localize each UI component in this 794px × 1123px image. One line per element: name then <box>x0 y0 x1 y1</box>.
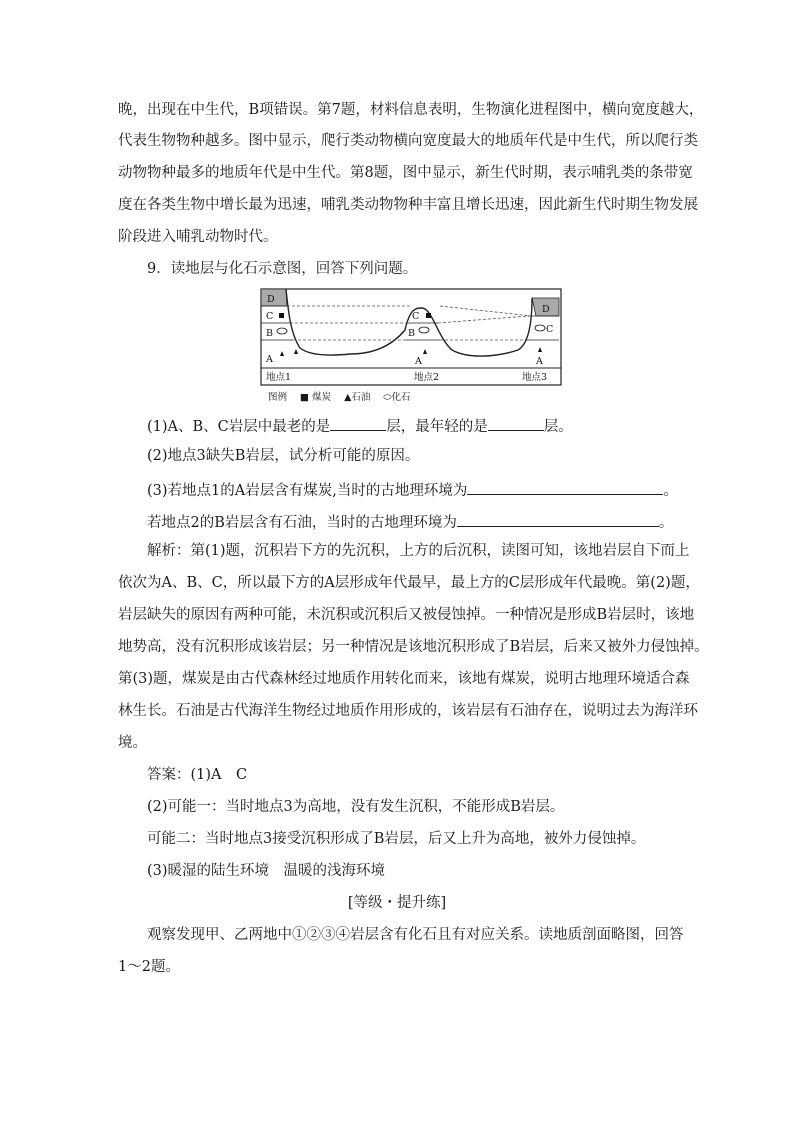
answer-line: 答案：(1)A C <box>147 767 248 783</box>
paragraph-line: 阶段进入哺乳动物时代。 <box>118 229 278 245</box>
label-b-mid: B <box>408 328 415 339</box>
legend-title: 图例 <box>268 392 288 403</box>
answer-blank[interactable] <box>457 510 659 527</box>
intro-line: 1～2题。 <box>118 959 180 975</box>
analysis-line: 解析：第(1)题，沉积岩下方的先沉积，上方的后沉积，读图可知，该地岩层自下而上 <box>147 543 690 559</box>
site-1-label: 地点1 <box>266 372 292 383</box>
paragraph-line: 晚，出现在中生代，B项错误。第7题，材料信息表明，生物演化进程图中，横向宽度越大， <box>118 102 704 118</box>
question-9-part-3b: 若地点2的B岩层含有石油，当时的古地理环境为 。 <box>147 510 707 533</box>
analysis-line: 境。 <box>118 735 147 751</box>
label-a-right: A <box>536 356 543 367</box>
answer-line: 可能二：当时地点3接受沉积形成了B岩层，后又上升为高地，被外力侵蚀掉。 <box>147 831 646 847</box>
analysis-line: 第(3)题，煤炭是由古代森林经过地质作用转化而来，该地有煤炭，说明古地理环境适合森 <box>118 671 690 687</box>
question-9-part-1: (1)A、B、C岩层中最老的是 层，最年轻的是 层。 <box>147 414 707 437</box>
legend-oil: ▲石油 <box>344 392 371 403</box>
analysis-line: 岩层缺失的原因有两种可能，未沉积或沉积后又被侵蚀掉。一种情况是形成B岩层时，该地 <box>118 607 695 623</box>
analysis-line: 地势高，没有沉积形成该岩层；另一种情况是该地沉积形成了B岩层，后来又被外力侵蚀掉。 <box>118 639 709 655</box>
answer-line: (3)暖湿的陆生环境 温暖的浅海环境 <box>147 863 386 879</box>
paragraph-line: 动物物种最多的地质年代是中生代。第8题，图中显示，新生代时期，表示哺乳类的条带宽 <box>118 165 693 181</box>
label-d-left: D <box>267 294 275 305</box>
paragraph-line: 代表生物物种越多。图中显示，爬行类动物横向宽度最大的地质年代是中生代，所以爬行类 <box>118 133 698 149</box>
legend-coal: ■ 煤炭 <box>300 392 332 403</box>
legend-fossil: ⬭化石 <box>383 392 411 403</box>
paragraph-line: 度在各类生物中增长最为迅速，哺乳类动物物种丰富且增长迅速，因此新生代时期生物发展 <box>118 197 698 213</box>
diagram-legend <box>268 389 421 403</box>
label-a-left: A <box>266 354 273 365</box>
coal-symbol <box>279 313 284 318</box>
answer-blank[interactable] <box>467 478 663 495</box>
intro-line: 观察发现甲、乙两地中①②③④岩层含有化石且有对应关系。读地质剖面略图，回答 <box>147 927 684 943</box>
label-a-mid: A <box>415 356 422 367</box>
site-3-label: 地点3 <box>522 372 548 383</box>
question-9-part-2: (2)地点3缺失B岩层，试分析可能的原因。 <box>147 448 420 464</box>
analysis-line: 林生长。石油是古代海洋生物经过地质作用形成的，该岩层有石油存在，说明过去为海洋环 <box>118 703 698 719</box>
section-title: [等级・提升练] <box>347 895 447 911</box>
question-9-stem: 9．读地层与化石示意图，回答下列问题。 <box>147 261 418 277</box>
site-2-label: 地点2 <box>414 372 440 383</box>
question-9-part-3a: (3)若地点1的A岩层含有煤炭,当时的古地理环境为 。 <box>147 478 707 501</box>
strata-diagram <box>260 288 562 388</box>
answer-blank[interactable] <box>330 414 386 431</box>
analysis-line: 依次为A、B、C，所以最下方的A层形成年代最早，最上方的C层形成年代最晚。第(2)题， <box>118 575 700 591</box>
label-c-right: C <box>546 324 554 335</box>
answer-line: (2)可能一：当时地点3为高地，没有发生沉积，不能形成B岩层。 <box>147 799 565 815</box>
label-d-right: D <box>542 304 550 315</box>
label-b-left: B <box>266 328 273 339</box>
label-c-left: C <box>266 311 274 322</box>
answer-blank[interactable] <box>488 414 544 431</box>
label-c-mid: C <box>412 311 420 322</box>
coal-symbol <box>426 313 431 318</box>
